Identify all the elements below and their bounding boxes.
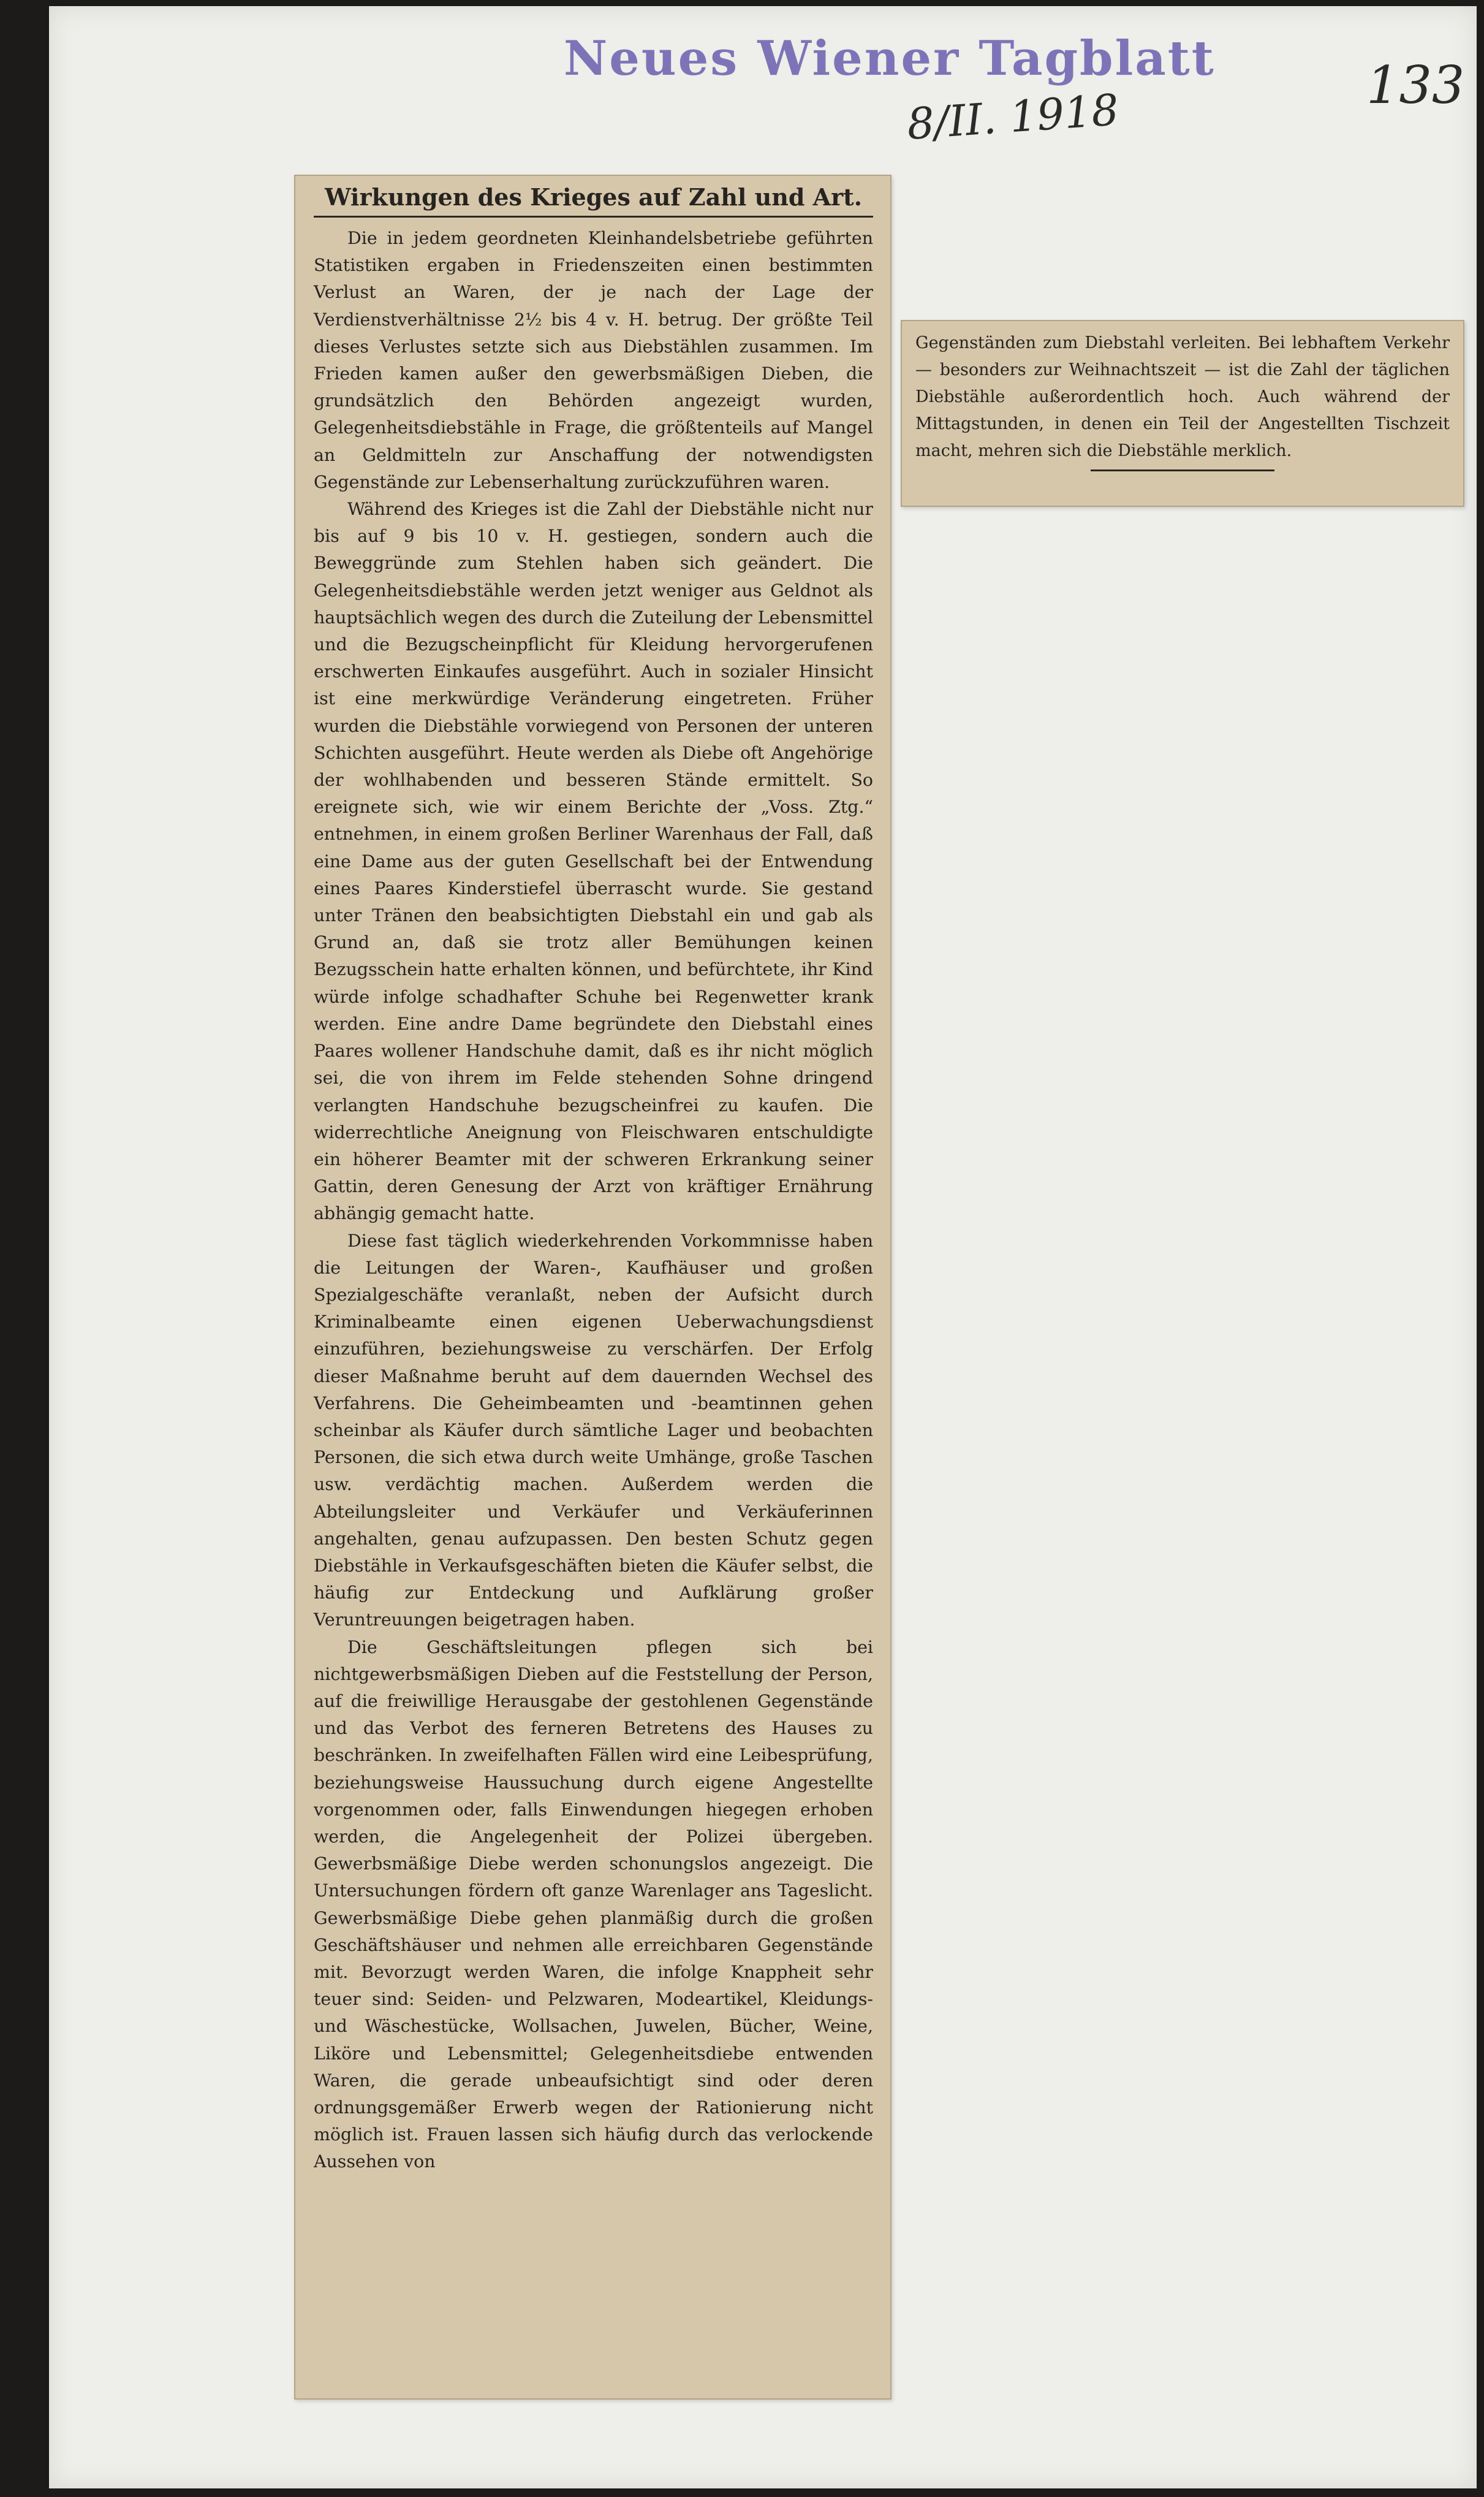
- continuation-clipping: [901, 320, 1464, 507]
- article-paragraph-2: Während des Krieges ist die Zahl der Diebstähle nicht nur bis auf 9 bis 10 v. H. gestiegen, sondern auch die Beweggründe zum Stehlen haben sich geändert. Die Gelegenheitsdiebstähle werden jetzt weniger aus Geldnot als hauptsächlich wegen des durch die Zuteilung der Lebensmittel und die Bezugscheinpflicht für Kleidung hervorgerufenen erschwerten Einkaufes ausgeführt. Auch in sozialer Hinsicht ist eine merkwürdige Veränderung eingetreten. Früher wurden die Diebstähle vorwiegend von Personen der unteren Schichten ausgeführt. Heute werden als Diebe oft Angehörige der wohlhabenden und besseren Stände ermittelt. So ereignete sich, wie wir einem Berichte der „Voss. Ztg.“ entnehmen, in einem großen Berliner Warenhaus der Fall, daß eine Dame aus der guten Gesellschaft bei der Entwendung eines Paares Kinderstiefel überrascht wurde. Sie gestand unter Tränen den beabsichtigten Diebstahl ein und gab als Grund an, daß sie trotz aller Bemühungen keinen Bezugsschein hatte erhalten können, und befürchtete, ihr Kind würde infolge schadhafter Schuhe bei Regenwetter krank werden. Eine andre Dame begründete den Diebstahl eines Paares wollener Handschuhe damit, daß es ihr nicht möglich sei, die von ihrem im Felde stehenden Sohne dringend verlangten Handschuhe bezugscheinfrei zu kaufen. Die widerrechtliche Aneignung von Fleischwaren entschuldigte ein höherer Beamter mit der schweren Erkrankung seiner Gattin, deren Genesung der Arzt von kräftiger Ernährung abhängig gemacht hatte.: [314, 499, 873, 1224]
- end-rule: [1091, 469, 1274, 471]
- handwritten-date: 8/II. 1918: [905, 85, 1121, 150]
- article-paragraph-4: Die Geschäftsleitungen pflegen sich bei nichtgewerbsmäßigen Dieben auf die Feststellung der Person, auf die freiwillige Herausgabe der gestohlenen Gegenstände und das Verbot des ferneren Betretens des Hauses zu beschränken. In zweifelhaften Fällen wird eine Leibesprüfung, beziehungsweise Haussuchung durch eigene Angestellte vorgenommen oder, falls Einwendungen hiegegen erhoben werden, die Angelegenheit der Polizei übergeben. Gewerbsmäßige Diebe werden schonungslos angezeigt. Die Untersuchungen fördern oft ganze Warenlager ans Tageslicht. Gewerbsmäßige Diebe gehen planmäßig durch die großen Geschäftshäuser und nehmen alle erreichbaren Gegenstände mit. Bevorzugt werden Waren, die infolge Knappheit sehr teuer sind: Seiden- und Pelzwaren, Modeartikel, Kleidungs- und Wäschestücke, Wollsachen, Juwelen, Bücher, Weine, Liköre und Lebensmittel; Gelegenheitsdiebe entwenden Waren, die gerade unbeaufsichtigt sind oder deren ordnungsgemäßer Erwerb wegen der Rationierung nicht möglich ist. Frauen lassen sich häufig durch das verlockende Aussehen von: [314, 1636, 873, 2172]
- article-title: Wirkungen des Krieges auf Zahl und Art.: [314, 183, 873, 218]
- article-paragraph-3: Diese fast täglich wiederkehrenden Vorkommnisse haben die Leitungen der Waren-, Kaufhäuser und großen Spezialgeschäfte veranlaßt, neben der Aufsicht durch Kriminalbeamte einen eigenen Ueberwachungsdienst einzuführen, beziehungsweise zu verschärfen. Der Erfolg dieser Maßnahme beruht auf dem dauernden Wechsel des Verfahrens. Die Geheimbeamten und -beamtinnen gehen scheinbar als Käufer durch sämtliche Lager und beobachten Personen, die sich etwa durch weite Umhänge, große Taschen usw. verdächtig machen. Außerdem werden die Abteilungsleiter und Verkäufer und Verkäuferinnen angehalten, genau aufzupassen. Den besten Schutz gegen Diebstähle in Verkaufsgeschäften bieten die Käufer selbst, die häufig zur Entdeckung und Aufklärung großer Veruntreuungen beigetragen haben.: [314, 1230, 873, 1630]
- newspaper-stamp: Neues Wiener Tagblatt: [564, 31, 1216, 86]
- article-clipping: [294, 175, 892, 2400]
- continuation-text: Gegenständen zum Diebstahl verleiten. Bei lebhaftem Verkehr — besonders zur Weihnachtszeit — ist die Zahl der täglichen Diebstähle außerordentlich hoch. Auch während der Mittagstunden, in denen ein Teil der Angestellten Tischzeit macht, mehren sich die Diebstähle merklich.: [915, 333, 1450, 460]
- article-paragraph-1: Die in jedem geordneten Kleinhandelsbetriebe geführten Statistiken ergaben in Friedenszeiten einen bestimmten Verlust an Waren, der je nach der Lage der Verdienstverhältnisse 2½ bis 4 v. H. betrug. Der größte Teil dieses Verlustes setzte sich aus Diebstählen zusammen. Im Frieden kamen außer den gewerbsmäßigen Dieben, die grundsätzlich den Behörden angezeigt wurden, Gelegenheitsdiebstähle in Frage, die größtenteils auf Mangel an Geldmitteln zur Anschaffung der notwendigsten Gegenstände zur Lebenserhaltung zurückzuführen waren.: [314, 228, 873, 492]
- page-number: 133: [1366, 55, 1465, 115]
